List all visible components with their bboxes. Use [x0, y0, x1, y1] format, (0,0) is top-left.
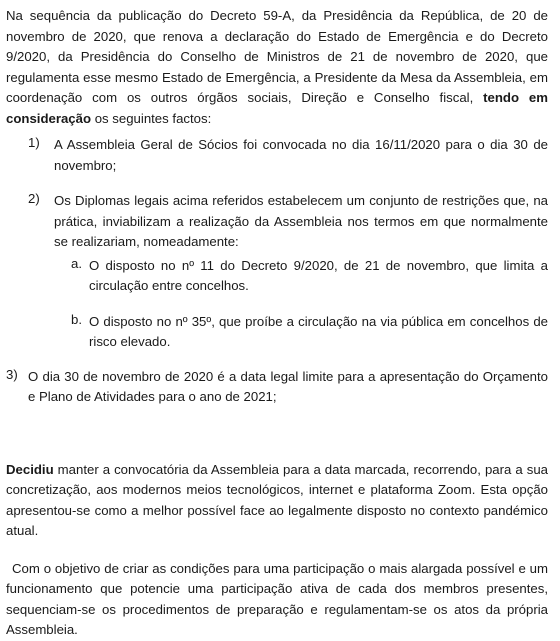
sublist-item-text: O disposto no nº 11 do Decreto 9/2020, de 21 de novembro, que limita a circulação entre concelhos. — [89, 257, 548, 293]
list-number: 3) — [6, 366, 18, 382]
intro-tail: os seguintes factos: — [91, 110, 212, 126]
decision-text: manter a convocatória da Assembleia para a data marcada, recorrendo, para a sua concretização, aos modernos meios tecnológicos, internet e plataforma Zoom. Esta opção apresentou-se como a melhor possível face ao legalmente disposto no contexto pandémico atual. — [6, 461, 548, 538]
sublist-item-a — [6, 256, 548, 297]
sublist-item-b — [6, 312, 548, 353]
list-item-text: Os Diplomas legais acima referidos estabelecem um conjunto de restrições que, na prática, inviabilizam a realização da Assembleia nos termos em que normalmente se realizariam, nomeadamente: — [54, 193, 548, 249]
sublist-letter: a. — [71, 255, 82, 271]
list-item-2 — [6, 191, 548, 253]
list-item-text: A Assembleia Geral de Sócios foi convocada no dia 16/11/2020 para o dia 30 de novembro; — [54, 137, 548, 173]
objective-section — [6, 559, 548, 641]
list-number: 2) — [28, 191, 40, 206]
document-body — [6, 6, 548, 641]
intro-paragraph — [6, 6, 548, 129]
sublist-item-text: O disposto no nº 35º, que proíbe a circulação na via pública em concelhos de risco elevado. — [89, 313, 548, 349]
objective-paragraph: Com o objetivo de criar as condições para uma participação o mais alargada possível e um funcionamento que potencie uma participação ativa de cada dos membros presentes, sequenciam-se os procedimentos de preparação e regulamentam-se os atos da própria Assembleia. — [6, 560, 548, 637]
list-item-text: O dia 30 de novembro de 2020 é a data legal limite para a apresentação do Orçamento e Plano de Atividades para o ano de 2021; — [28, 368, 548, 404]
intro-bold-phrase: tendo em consideração — [6, 90, 548, 126]
sublist-letter: b. — [71, 311, 82, 327]
decision-bold-word: Decidiu — [6, 461, 54, 477]
list-number: 1) — [28, 135, 40, 150]
list-item-1 — [6, 135, 548, 176]
decision-paragraph — [6, 460, 548, 542]
list-item-3 — [6, 367, 548, 408]
intro-text: Na sequência da publicação do Decreto 59-A, da Presidência da República, de 20 de novembro de 2020, que renova a declaração do Estado de Emergência e do Decreto 9/2020, da Presidência do Conselho de Ministros de 21 de novembro de 2020, que regulamenta esse mesmo Estado de Emergência, a Presidente da Mesa da Assembleia, em coordenação com os outros órgãos sociais, Direção e Conselho fiscal, — [6, 8, 548, 105]
